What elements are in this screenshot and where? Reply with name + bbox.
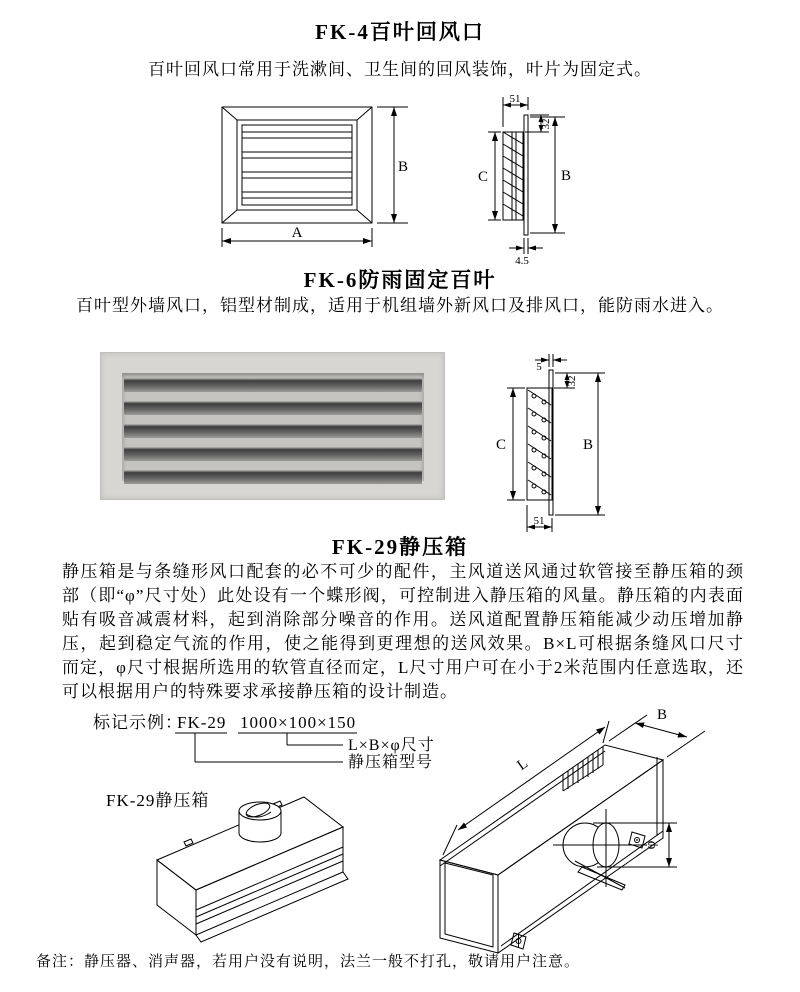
louver-slat	[124, 424, 422, 438]
fk4-title: FK-4百叶回风口	[315, 20, 485, 44]
fk4-dim-label-4-5: 4.5	[515, 255, 529, 267]
fk6-dim-51	[527, 505, 552, 532]
fk4-dim-C	[478, 132, 501, 220]
fk4-dim-B-side	[530, 117, 571, 233]
fk6-title: FK-6防雨固定百叶	[303, 268, 497, 292]
marking-model: FK-29	[177, 713, 227, 732]
fk4-dim-label-C: C	[477, 169, 489, 185]
louver-slat	[124, 378, 422, 392]
fk6-dim-label-C: C	[495, 437, 507, 453]
fk4-dim-label-51: 51	[509, 93, 521, 105]
fk4-dim-label-B-side: B	[561, 168, 572, 184]
fk6-description: 百叶型外墙风口，铝型材制成，适用于机组墙外新风口及排风口，能防雨水进入。	[76, 296, 724, 315]
fk29-iso-drawing-left	[140, 785, 365, 950]
fk6-dim-label-51: 51	[533, 515, 545, 527]
fk4-dim-A	[222, 225, 372, 247]
fk4-description: 百叶回风口常用于洗漱间、卫生间的回风装饰，叶片为固定式。	[148, 60, 652, 79]
fk4-side-view-drawing	[475, 92, 610, 267]
fk29-description: 静压箱是与条缝形风口配套的必不可少的配件，主风道送风通过软管接至静压箱的颈部（即“φ”尺寸处）此处设有一个蝶形阀，可控制进入静压箱的风量。静压箱的内表面贴有吸音减震材料，起到消除部分噪音的作用。送风道配置静压箱能减少动压增加静压，起到稳定气流的作用，使之能得到更理想的送风效果。B×L可根据条缝风口尺寸而定，φ尺寸根据所选用的软管直径而定，L尺寸用户可在小于2米范围内任意选取，还可以根据用户的特殊要求承接静压箱的设计制造。	[62, 562, 744, 701]
fk4-dim-label-A: A	[291, 225, 303, 241]
fk4-dim-4-5	[509, 238, 543, 267]
louver-slat	[124, 447, 422, 461]
marking-model-callout-label: 静压箱型号	[348, 754, 434, 771]
marking-size: 1000×100×150	[240, 713, 357, 732]
fk29-dim-label-B: B	[656, 707, 668, 723]
fk4-dim-32	[525, 115, 552, 132]
fk29-dim-label-L: L	[514, 755, 532, 774]
fk6-dim-32	[554, 373, 578, 388]
fk4-front-frame	[222, 107, 372, 223]
fk6-side-view-drawing	[495, 348, 620, 538]
fk4-dim-label-B-front: B	[398, 159, 409, 175]
louver-slat	[124, 401, 422, 415]
fk4-dim-B-front	[377, 107, 408, 223]
fk4-front-view-drawing	[210, 95, 410, 253]
louver-slat	[124, 470, 422, 484]
marking-prefix: 标记示例：	[93, 713, 183, 732]
marking-size-callout-label: L×B×φ尺寸	[348, 737, 435, 754]
fk6-photo-louver-area	[122, 373, 424, 481]
fk29-iso-drawing-right	[425, 705, 800, 970]
fk4-dim-label-32: 32	[540, 118, 552, 130]
fk6-product-photo	[100, 352, 445, 500]
fk6-dim-label-5: 5	[536, 361, 542, 373]
fk29-neck-with-valve	[553, 809, 647, 890]
fk29-dim-label-phi: φ	[643, 840, 659, 850]
fk4-front-louver-blades	[242, 132, 352, 198]
fk29-left-neck-cylinder	[239, 800, 281, 842]
fk6-side-body	[527, 370, 553, 515]
fk6-dim-label-32: 32	[566, 375, 578, 387]
footnote: 备注：静压器、消声器，若用户没有说明，法兰一般不打孔，敬请用户注意。	[36, 954, 581, 970]
fk29-title: FK-29静压箱	[331, 535, 469, 559]
fk6-dim-label-B: B	[582, 437, 593, 453]
marking-callout-size	[287, 733, 435, 754]
fk29-right-box	[440, 745, 663, 953]
fk6-dim-B	[555, 373, 605, 515]
fk29-iso-label: FK-29静压箱	[106, 791, 210, 810]
fk6-dim-C	[496, 388, 525, 500]
fk4-side-body	[503, 115, 528, 235]
